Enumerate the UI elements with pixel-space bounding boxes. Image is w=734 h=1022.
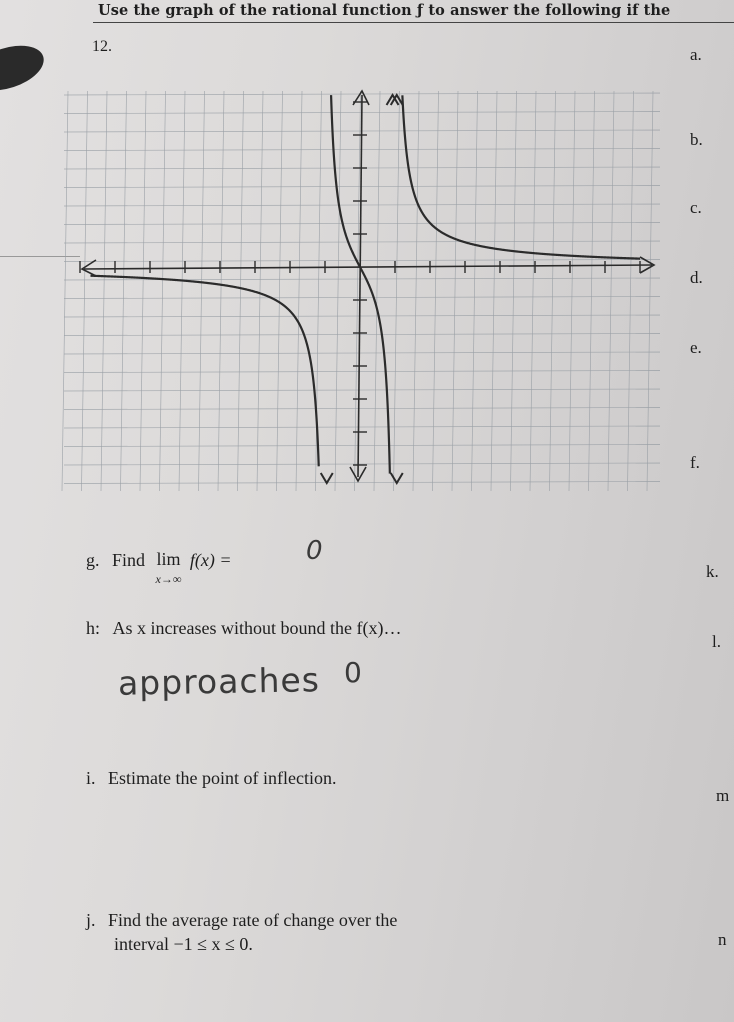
part-j [86, 908, 397, 932]
x-axis [84, 265, 652, 269]
part-h-answer-value: 0 [344, 656, 362, 689]
grid-line-vertical [238, 91, 244, 491]
grid-line-horizontal [64, 241, 660, 243]
grid-line-vertical [530, 91, 536, 491]
part-b-label: b. [690, 130, 703, 149]
grid-line-horizontal [64, 426, 660, 428]
grid-line-vertical [62, 91, 68, 491]
grid-line-vertical [433, 91, 439, 491]
part-d-label: d. [690, 268, 703, 287]
part-k-label: k. [706, 562, 719, 581]
function-curves [91, 95, 641, 483]
grid-line-vertical [218, 91, 224, 491]
grid-line-vertical [335, 91, 341, 491]
grid-line-horizontal [64, 482, 660, 484]
grid-line-vertical [257, 91, 263, 491]
part-g-answer: 0 [306, 536, 323, 566]
grid-line-vertical [647, 91, 653, 491]
binder-hole [0, 37, 49, 98]
limit-lim: lim [156, 549, 181, 569]
grid-line-horizontal [64, 352, 660, 354]
grid-line-horizontal [64, 186, 660, 188]
part-h-label: h: [86, 618, 101, 638]
grid-line-vertical [82, 91, 88, 491]
part-e-label: e. [690, 338, 702, 357]
grid-line-vertical [296, 91, 302, 491]
part-n-label: n [718, 930, 727, 949]
part-g [86, 550, 232, 586]
grid-line-vertical [472, 91, 478, 491]
part-j-line2: interval −1 ≤ x ≤ 0. [114, 934, 253, 954]
grid-line-vertical [608, 91, 614, 491]
middle-branch-arrow-down [391, 473, 403, 483]
header-rule [93, 22, 734, 23]
question-number: 12. [92, 38, 112, 55]
curve-left-branch [91, 276, 319, 467]
limit-operator [156, 550, 182, 586]
grid-line-horizontal [64, 334, 660, 336]
grid-line-vertical [140, 91, 146, 491]
grid-line-vertical [491, 91, 497, 491]
grid-line-vertical [550, 91, 556, 491]
grid-line-horizontal [64, 93, 660, 95]
grid-line-vertical [589, 91, 595, 491]
grid-line-vertical [277, 91, 283, 491]
grid-line-vertical [374, 91, 380, 491]
limit-subscript: x→∞ [155, 572, 182, 586]
grid-line-vertical [160, 91, 166, 491]
grid-line-vertical [628, 91, 634, 491]
part-j-line1: Find the average rate of change over the [108, 910, 398, 930]
rational-function-graph [60, 85, 665, 495]
left-branch-arrow-down [321, 473, 333, 483]
grid-line-vertical [452, 91, 458, 491]
grid-line-vertical [394, 91, 400, 491]
grid-line-horizontal [64, 315, 660, 317]
grid-line-vertical [101, 91, 107, 491]
part-j-label: j. [86, 910, 96, 930]
part-i-label: i. [86, 768, 96, 788]
y-axis-arrow-up [353, 91, 369, 105]
part-i [86, 768, 336, 789]
grid-line-horizontal [64, 297, 660, 299]
y-axis [358, 95, 362, 477]
limit-expression: f(x) = [189, 550, 232, 570]
grid-line-vertical [199, 91, 205, 491]
part-g-label: g. [86, 550, 100, 570]
part-f-label: f. [690, 453, 700, 472]
grid-line-vertical [511, 91, 517, 491]
part-i-text: Estimate the point of inflection. [108, 768, 337, 788]
grid-line-horizontal [64, 408, 660, 410]
grid-line-vertical [179, 91, 185, 491]
x-axis-arrow-left [82, 260, 96, 276]
grid-line-vertical [121, 91, 127, 491]
grid-line-horizontal [64, 204, 660, 206]
grid-line-vertical [413, 91, 419, 491]
part-m-label: m [716, 786, 730, 805]
grid-line-vertical [569, 91, 575, 491]
part-h [86, 618, 401, 639]
part-c-label: c. [690, 198, 702, 217]
part-g-text: Find [112, 550, 146, 570]
part-l-label: l. [712, 632, 721, 651]
grid-line-horizontal [64, 445, 660, 447]
grid-line-horizontal [64, 223, 660, 225]
part-h-answer-word: approaches [117, 660, 321, 703]
instructions-header: Use the graph of the rational function ƒ to answer the following if the [98, 2, 671, 19]
part-a-label: a. [690, 45, 702, 64]
part-h-text: As x increases without bound the f(x)… [112, 618, 402, 638]
